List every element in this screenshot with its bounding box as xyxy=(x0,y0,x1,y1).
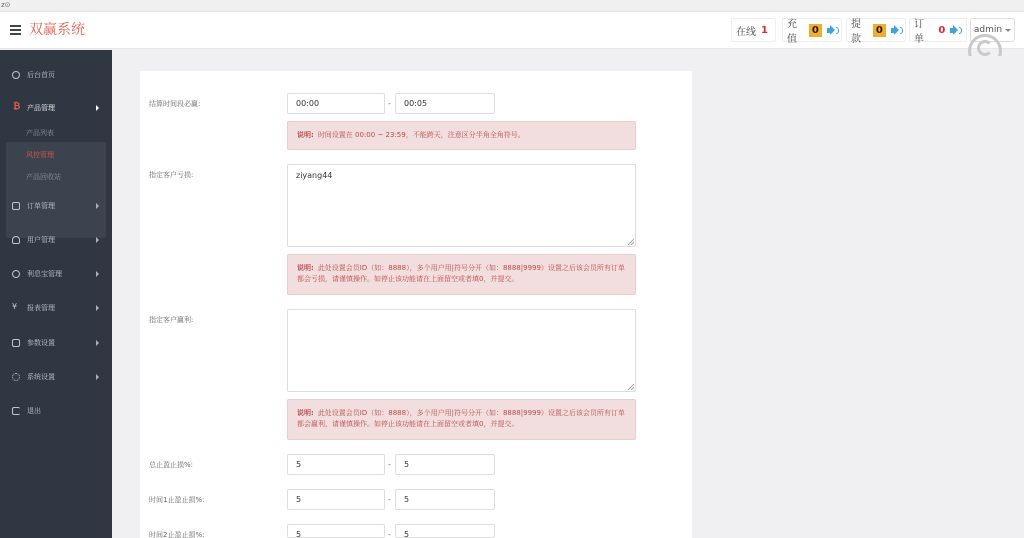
sidebar xyxy=(0,50,112,538)
note-text: 时间设置在 00:00 ~ 23:59，不能跨天，注意区分半角全角符号。 xyxy=(317,131,525,139)
sidebar-item-label: 用户管理 xyxy=(27,236,55,244)
range-separator: - xyxy=(388,530,391,538)
top-navbar xyxy=(0,12,1024,49)
resize-grip-icon[interactable] xyxy=(628,239,634,245)
loss-users-value: ziyang44 xyxy=(296,171,333,180)
withdraw-label: 提款 xyxy=(851,19,861,45)
sidebar-item-label: 订单管理 xyxy=(27,202,55,210)
yen-icon: ¥ xyxy=(12,302,18,311)
sidebar-item-label: 产品管理 xyxy=(27,104,55,112)
settle-time-label: 结算时间段必赢: xyxy=(149,100,201,108)
sidebar-item-dashboard[interactable] xyxy=(0,66,112,84)
chevron-right-icon xyxy=(96,105,99,111)
globe-icon xyxy=(12,270,20,278)
chevron-right-icon xyxy=(96,374,99,380)
note-title: 说明: xyxy=(297,409,314,417)
sidebar-item-reports[interactable] xyxy=(0,299,112,317)
chevron-right-icon xyxy=(96,340,99,346)
chevron-down-icon xyxy=(1005,29,1011,32)
settle-end-input[interactable]: 00:05 xyxy=(395,93,495,114)
sidebar-item-users[interactable] xyxy=(0,231,112,249)
settle-note-alert xyxy=(287,121,636,150)
recharge-counter[interactable] xyxy=(782,18,842,45)
orders-counter[interactable] xyxy=(909,18,967,45)
app-title: 双赢系统 xyxy=(29,22,85,38)
recharge-count-badge: 0 xyxy=(809,24,822,37)
total-stop-label: 总止盈止损%: xyxy=(149,461,194,469)
bitcoin-icon: ₿ xyxy=(13,102,21,112)
loss-users-note-alert xyxy=(287,254,636,295)
sidebar-item-label: 退出 xyxy=(27,407,41,415)
admin-username: admin xyxy=(973,25,1003,35)
gears-icon xyxy=(12,373,20,381)
loss-users-label: 指定客户亏损: xyxy=(149,171,194,179)
time1-stop-profit-input[interactable]: 5 xyxy=(287,489,385,510)
range-separator: - xyxy=(388,99,391,108)
online-count: 1 xyxy=(761,24,768,36)
range-separator: - xyxy=(388,495,391,504)
browser-corner-text: z⊙ xyxy=(1,1,11,9)
sidebar-item-label: 利息宝管理 xyxy=(27,270,62,278)
note-text: 此处设置会员ID（如：8888），多个用户用|符号分开（如：8888|9999）设置之后该会员所有订单都会赢利，请谨慎操作。如停止该功能请在上面留空或者填0，并提交。 xyxy=(297,409,625,428)
menu-toggle-icon[interactable] xyxy=(10,25,21,35)
orders-label: 订单 xyxy=(914,19,924,45)
note-text: 此处设置会员ID（如：8888），多个用户用|符号分开（如：8888|9999）设置之后该会员所有订单都会亏损，请谨慎操作。如停止该功能请在上面留空或者填0，并提交。 xyxy=(297,264,625,283)
chevron-right-icon xyxy=(96,203,99,209)
profit-users-note-alert xyxy=(287,399,636,440)
time1-stop-loss-input[interactable]: 5 xyxy=(395,489,495,510)
sidebar-item-label: 系统设置 xyxy=(27,373,55,381)
chevron-right-icon xyxy=(96,305,99,311)
speaker-icon[interactable] xyxy=(950,25,962,36)
total-stop-profit-input[interactable]: 5 xyxy=(287,454,385,475)
signout-icon xyxy=(12,407,20,415)
sidebar-item-label: 报表管理 xyxy=(27,304,55,312)
total-stop-loss-input[interactable]: 5 xyxy=(395,454,495,475)
dashboard-icon xyxy=(12,71,20,79)
time2-stop-profit-input[interactable]: 5 xyxy=(287,524,385,538)
online-label: 在线 xyxy=(736,26,756,38)
withdraw-counter[interactable] xyxy=(846,18,906,45)
settle-start-input[interactable]: 00:00 xyxy=(287,93,385,114)
sidebar-item-logout[interactable] xyxy=(0,402,112,420)
note-title: 说明: xyxy=(297,131,314,139)
speaker-icon[interactable] xyxy=(891,25,901,36)
withdraw-count-badge: 0 xyxy=(873,24,886,37)
submenu-risk-control[interactable]: 风控管理 xyxy=(26,151,54,159)
recharge-label: 充值 xyxy=(787,19,797,45)
copy-icon xyxy=(12,339,20,347)
sidebar-item-orders[interactable] xyxy=(0,197,112,215)
sidebar-item-interest[interactable] xyxy=(0,265,112,283)
online-counter[interactable] xyxy=(731,18,776,42)
orders-count: 0 xyxy=(938,24,946,36)
sidebar-item-system[interactable] xyxy=(0,368,112,386)
range-separator: - xyxy=(388,460,391,469)
sidebar-item-label: 参数设置 xyxy=(27,339,55,347)
copy-icon xyxy=(12,202,20,210)
time1-stop-label: 时间1止盈止损%: xyxy=(149,496,205,504)
sidebar-item-products[interactable] xyxy=(0,99,112,117)
submenu-product-list[interactable]: 产品列表 xyxy=(26,129,54,137)
loss-users-textarea[interactable] xyxy=(287,164,636,247)
time2-stop-loss-input[interactable]: 5 xyxy=(395,524,495,538)
profit-users-textarea[interactable] xyxy=(287,309,636,392)
chevron-right-icon xyxy=(96,271,99,277)
refresh-watermark-icon xyxy=(968,34,1002,56)
note-title: 说明: xyxy=(297,264,314,272)
active-menu-group xyxy=(6,142,106,238)
chevron-right-icon xyxy=(96,237,99,243)
speaker-icon[interactable] xyxy=(827,25,837,36)
profit-users-label: 指定客户赢利: xyxy=(149,316,194,324)
submenu-product-recycle[interactable]: 产品回收站 xyxy=(26,173,61,181)
user-icon xyxy=(12,236,20,244)
sidebar-item-label: 后台首页 xyxy=(27,71,55,79)
browser-strip xyxy=(0,0,1024,12)
time2-stop-label: 时间2止盈止损%: xyxy=(149,531,205,538)
sidebar-item-params[interactable] xyxy=(0,334,112,352)
resize-grip-icon[interactable] xyxy=(628,384,634,390)
